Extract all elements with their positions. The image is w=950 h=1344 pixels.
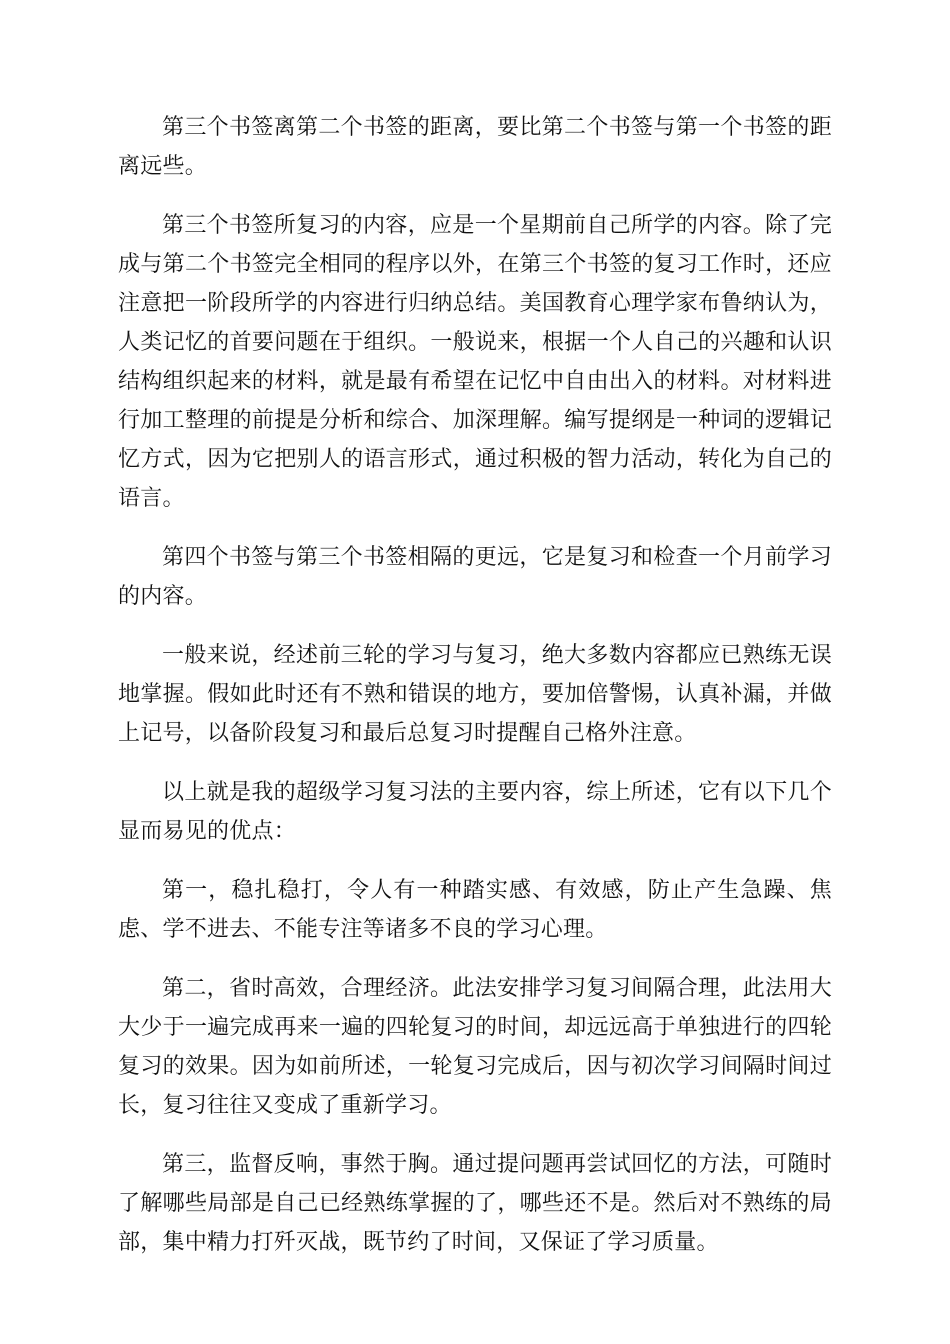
paragraph-2: 第三个书签所复习的内容，应是一个星期前自己所学的内容。除了完成与第二个书签完全相同的程序以外，在第三个书签的复习工作时，还应注意把一阶段所学的内容进行归纳总结。美国教育心理学家布鲁纳认为，人类记忆的首要问题在于组织。一般说来，根据一个人自己的兴趣和认识结构组织起来的材料，就是最有希望在记忆中自由出入的材料。对材料进行加工整理的前提是分析和综合、加深理解。编写提纲是一种词的逻辑记忆方式，因为它把别人的语言形式，通过积极的智力活动，转化为自己的语言。	[118, 213, 832, 511]
paragraph-3: 第四个书签与第三个书签相隔的更远，它是复习和检查一个月前学习的内容。	[118, 545, 832, 609]
paragraph-6: 第一，稳扎稳打，令人有一种踏实感、有效感，防止产生急躁、焦虑、学不进去、不能专注等诸多不良的学习心理。	[118, 878, 832, 942]
paragraph-4: 一般来说，经述前三轮的学习与复习，绝大多数内容都应已熟练无误地掌握。假如此时还有不熟和错误的地方，要加倍警惕，认真补漏，并做上记号，以备阶段复习和最后总复习时提醒自己格外注意。	[118, 643, 832, 746]
paragraph-5: 以上就是我的超级学习复习法的主要内容，综上所述，它有以下几个显而易见的优点：	[118, 780, 832, 844]
paragraph-1: 第三个书签离第二个书签的距离，要比第二个书签与第一个书签的距离远些。	[118, 115, 832, 179]
paragraph-8: 第三，监督反响，事然于胸。通过提问题再尝试回忆的方法，可随时了解哪些局部是自己已经熟练掌握的了，哪些还不是。然后对不熟练的局部，集中精力打歼灭战，既节约了时间，又保证了学习质量。	[118, 1152, 832, 1255]
paragraph-7: 第二，省时高效，合理经济。此法安排学习复习间隔合理，此法用大大少于一遍完成再来一遍的四轮复习的时间，却远远高于单独进行的四轮复习的效果。因为如前所述，一轮复习完成后，因与初次学习间隔时间过长，复习往往又变成了重新学习。	[118, 976, 832, 1118]
